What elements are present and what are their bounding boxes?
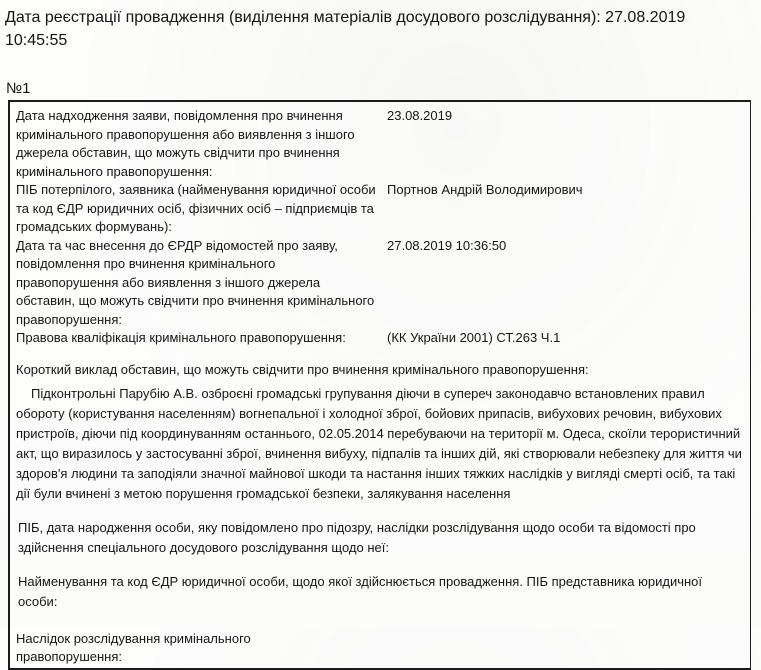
erdr-entry-datetime-value: 27.08.2019 10:36:50 [387,237,507,253]
record-table [8,100,751,670]
document-page [0,6,761,664]
field-row-legal-qualification [16,329,744,348]
investigation-result-label: Наслідок розслідування кримінального правопорушення: [16,631,251,664]
application-date-value: 23.08.2019 [387,108,453,123]
application-date-label: Дата надходження заяви, повідомлення про вчинення кримінального правопорушення або виявлення з іншого джерела обставин, що можуть свідчити про вчинення кримінального правопорушення: [16,108,355,179]
field-row-erdr-entry-datetime [16,237,744,330]
registration-date-header: Дата реєстрації провадження (виділення матеріалів досудового розслідування): 27.08.2019 10:45:55 [5,9,686,49]
legal-qualification-value: (КК України 2001) СТ.263 Ч.1 [387,330,561,345]
record-number: №1 [6,80,31,97]
victim-name-value: Портнов Андрій Володимирович [387,182,583,197]
legal-qualification-label: Правова кваліфікація кримінального правопорушення: [16,330,346,345]
erdr-entry-datetime-label: Дата та час внесення до ЄРДР відомостей про заяву, повідомлення про вчинення кримінального правопорушення або виявлення з іншого джерела обставин, що можуть свідчити про вчинення кримінального правопорушення: [16,237,375,327]
field-row-application-date [16,107,744,181]
field-row-victim-name [16,181,744,237]
summary-section-label: Короткий виклад обставин, що можуть свідчити про вчинення кримінального правопорушення: [16,361,589,377]
summary-text: Підконтрольні Парубію А.В. озброєні громадські групування діючи в супереч законодавчо встановлених правил обороту (користування населенням) вогнепальної і холодної зброї, бойових припасів, вибухових речовин, вибухових пристроїв, діючи під координуванням останнього, 02.05.2014 перебуваючи на території м. Одеса, скоїли терористичний акт, що виразилось у застосуванні зброї, вчинення вибуху, підпалів та інших дій, які створювали небезпеку для життя чи здоров'я людини та заподіяли значної майнової шкоди та настання інших тяжких наслідків у вигляді смерті осіб, та такі дії були вчинені з метою порушення громадської безпеки, залякування населення [16,386,742,501]
suspect-section-label: ПІБ, дата народження особи, яку повідомлено про підозру, наслідки розслідування щодо особи та відомості про здійснення спеціального досудового розслідування щодо неї: [18,520,696,555]
legal-entity-section-label: Найменування та код ЄДР юридичної особи, щодо якої здійснюється провадження. ПІБ представника юридичної особи: [18,574,703,609]
victim-name-label: ПІБ потерпілого, заявника (найменування юридичної особи та код ЄДР юридичних осіб, фізичних осіб – підприємців та громадських формувань): [16,182,376,234]
